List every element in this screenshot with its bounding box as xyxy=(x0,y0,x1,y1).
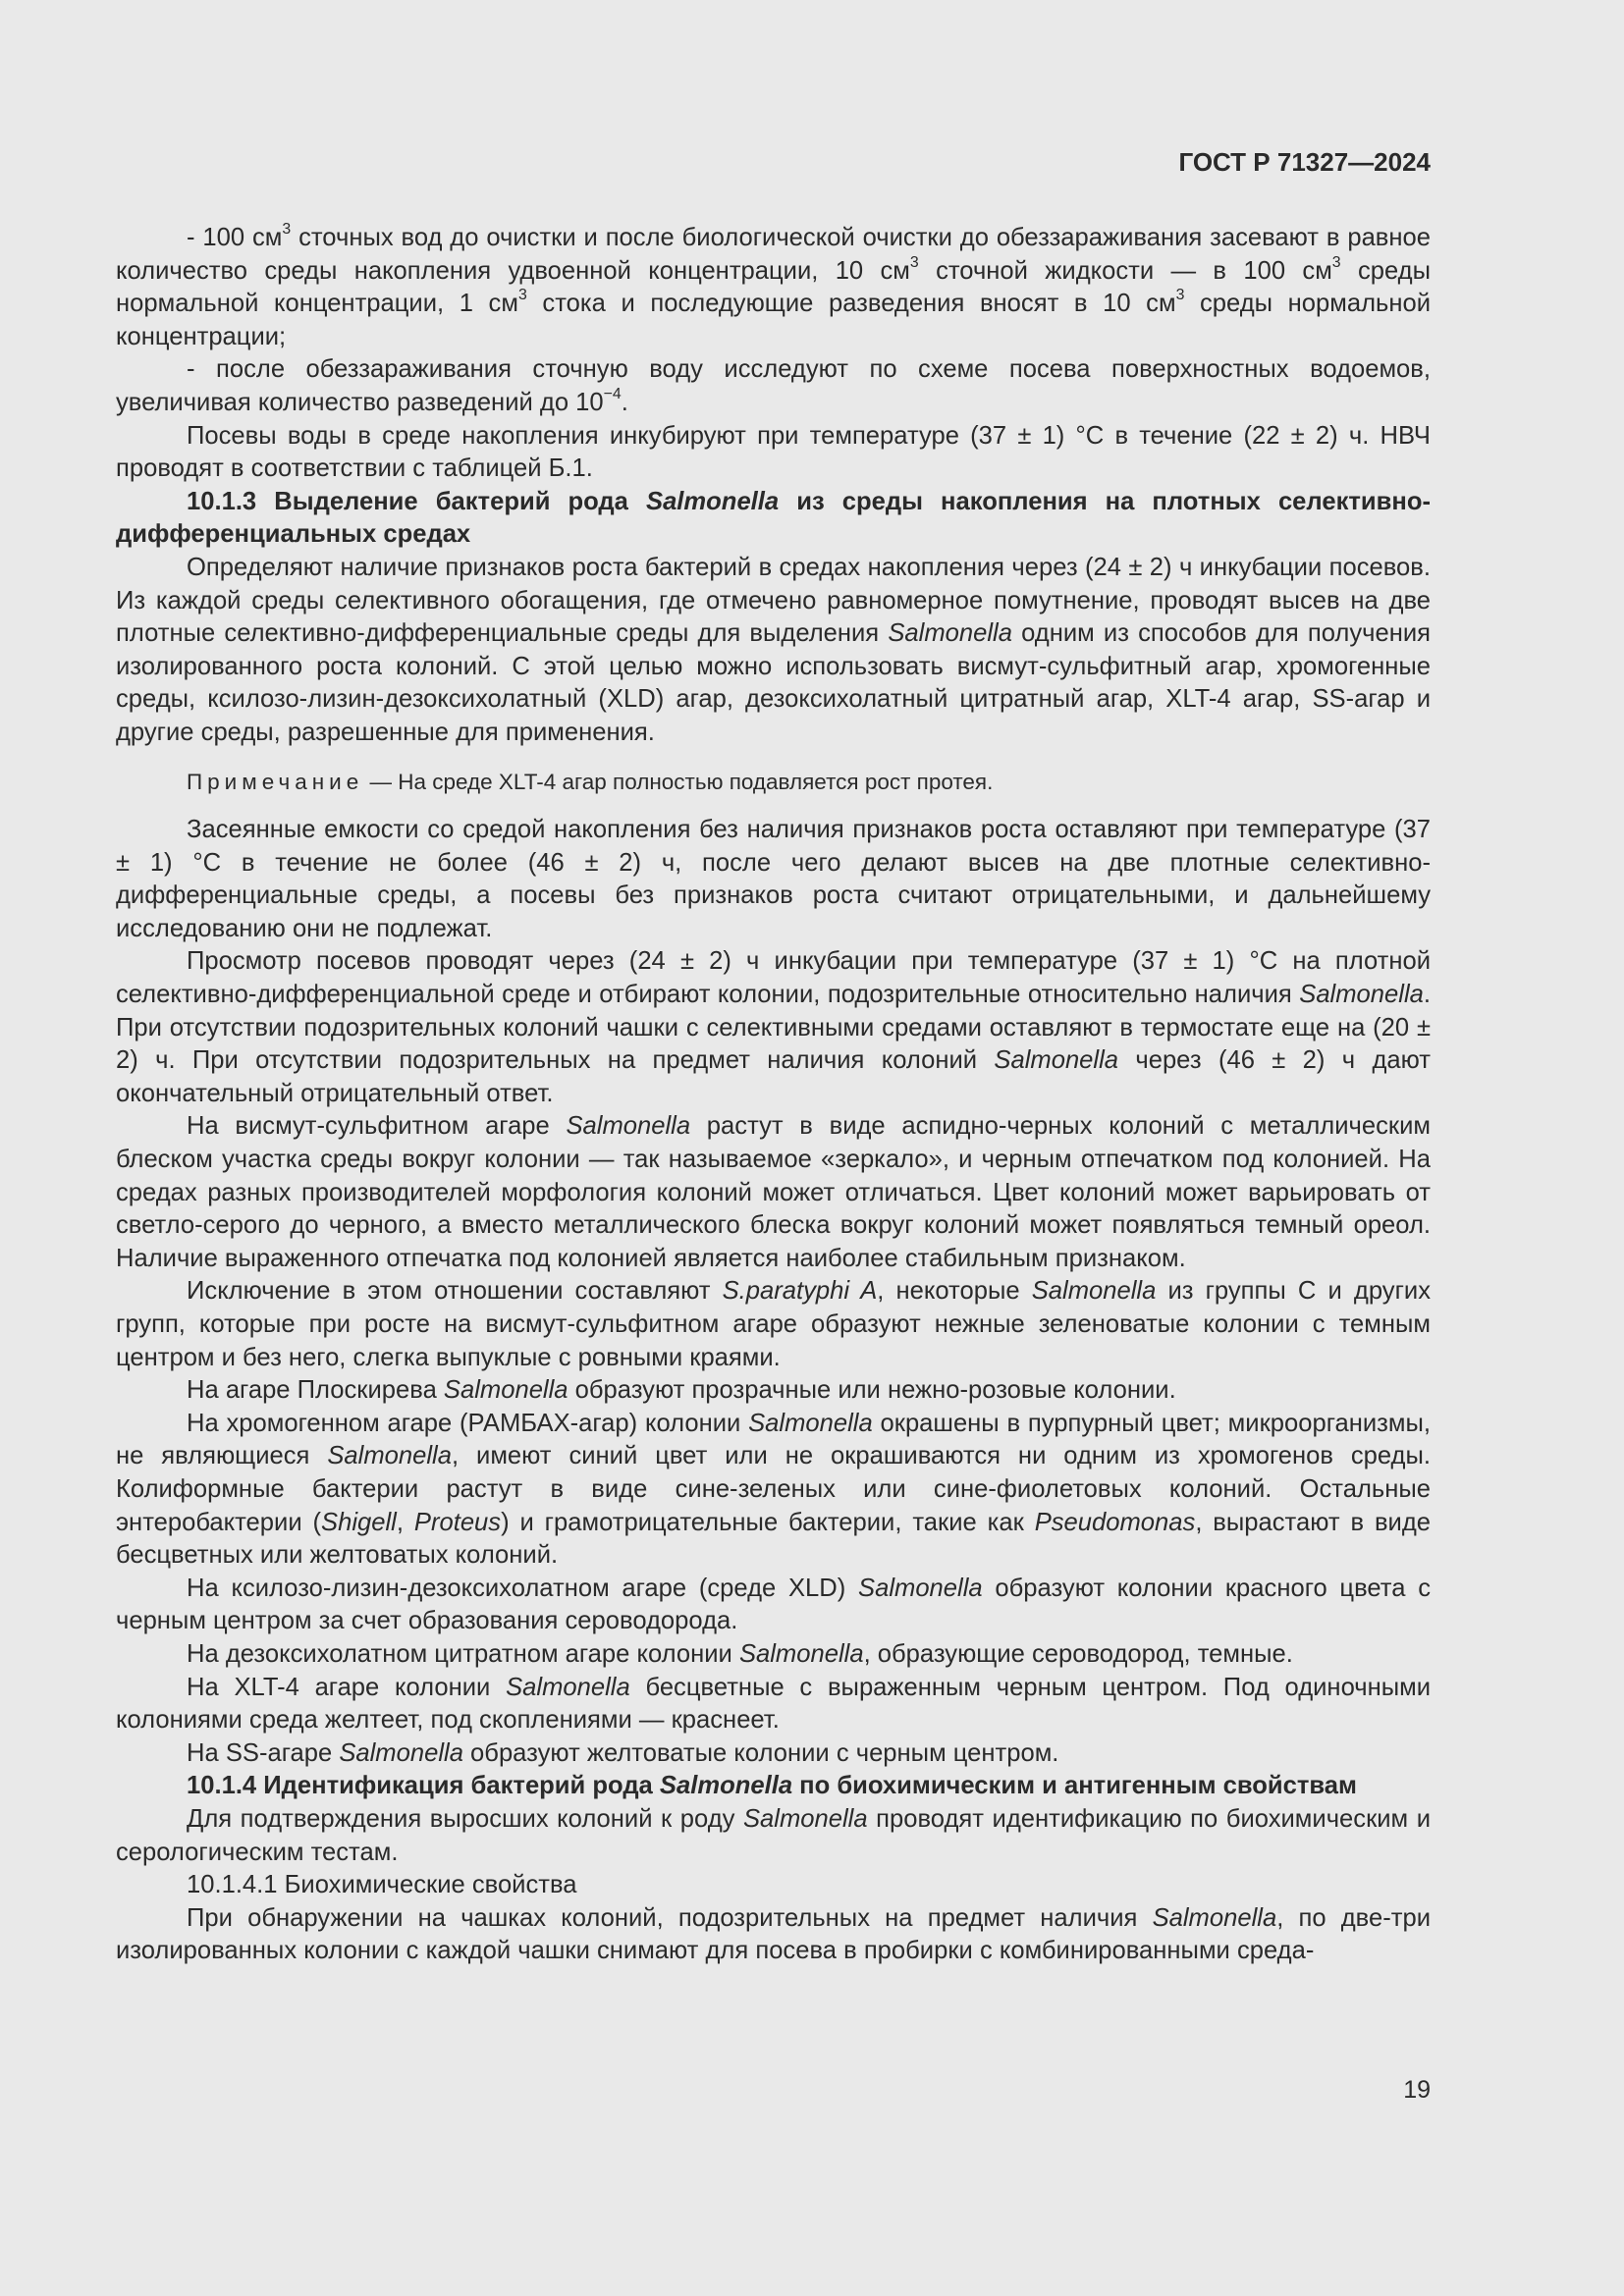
paragraph: Просмотр посевов проводят через (24 ± 2) ч инкубации при температуре (37 ± 1) °С на плотной селективно-дифференциальной среде и отбирают колонии, подозрительные относительно наличия Salmonella. При отсутствии подозрительных колоний чашки с селективными средами оставляют в термостате еще на (20 ± 2) ч. При отсутствии подозрительных на предмет наличия колоний Salmonella через (46 ± 2) ч дают окончательный отрицательный ответ. xyxy=(116,947,1431,1107)
section-heading-10-1-4: 10.1.4 Идентификация бактерий рода Salmonella по биохимическим и антигенным свойствам xyxy=(187,1772,1357,1800)
note xyxy=(116,766,1431,799)
document-header xyxy=(116,145,1431,179)
paragraph: На хромогенном агаре (РАМБАХ-агар) колонии Salmonella окрашены в пурпурный цвет; микроорганизмы, не являющиеся Salmonella, имеют синий цвет или не окрашиваются ни одним из хромогенов среды. Колиформные бактерии растут в виде сине-зеленых или сине-фиолетовых колоний. Остальные энтеробактерии (Shigell, Proteus) и грамотрицательные бактерии, такие как Pseudomonas, вырастают в виде бесцветных или желтоватых колоний. xyxy=(116,1409,1431,1570)
document-id: ГОСТ Р 71327—2024 xyxy=(1178,147,1431,177)
document-body xyxy=(116,222,1431,1968)
paragraph: На дезоксихолатном цитратном агаре колонии Salmonella, образующие сероводород, темные. xyxy=(187,1639,1293,1668)
section-heading-10-1-3: 10.1.3 Выделение бактерий рода Salmonella из среды накопления на плотных селективно-дифференциальных средах xyxy=(116,487,1431,549)
paragraph: - 100 $см^3$ сточных вод до очистки и после биологической очистки до обеззараживания засевают в равное количество среды накопления удвоенной концентрации, 10 $см^3$ сточной жидкости — в 100 $см^3$ среды нормальной концентрации, 1 $см^3$ стока и последующие разведения вносят в 10 $см^3$ среды нормальной концентрации; xyxy=(116,221,1432,350)
paragraph: На агаре Плоскирева Salmonella образуют прозрачные или нежно-розовые колонии. xyxy=(187,1376,1176,1405)
paragraph: На висмут-сульфитном агаре Salmonella растут в виде аспидно-черных колоний с металлическим блеском участка среды вокруг колонии — так называемое «зеркало», и черным отпечатком под колонией. На средах разных производителей морфология колоний может отличаться. Цвет колоний может варьировать от светло-серого до черного, а вместо металлического блеска вокруг колоний может появляться темный ореол. Наличие выраженного отпечатка под колонией является наиболее стабильным признаком. xyxy=(116,1112,1431,1272)
subsection-heading-10-1-4-1: 10.1.4.1 Биохимические свойства xyxy=(187,1871,577,1899)
paragraph: На ксилозо-лизин-дезоксихолатном агаре (среде XLD) Salmonella образуют колонии красного цвета с черным центром за счет образования сероводорода. xyxy=(116,1574,1431,1635)
paragraph: На XLT-4 агаре колонии Salmonella бесцветные с выраженным черным центром. Под одиночными колониями среда желтеет, под скоплениями — краснеет. xyxy=(116,1673,1431,1735)
paragraph: Для подтверждения выросших колоний к роду Salmonella проводят идентификацию по биохимическим и серологическим тестам. xyxy=(116,1804,1431,1866)
paragraph: Засеянные емкости со средой накопления без наличия признаков роста оставляют при температуре (37 ± 1) °С в течение не более (46 ± 2) ч, после чего делают высев на две плотные селективно-дифференциальные среды, а посевы без признаков роста считают отрицательными, и дальнейшему исследованию они не подлежат. xyxy=(116,816,1431,942)
paragraph: - после обеззараживания сточную воду исследуют по схеме посева поверхностных водоемов, увеличивая количество разведений до $10^{-4}$. xyxy=(116,355,1431,416)
paragraph: Посевы воды в среде накопления инкубируют при температуре (37 ± 1) °С в течение (22 ± 2) ч. НВЧ проводят в соответствии с таблицей Б.1. xyxy=(116,421,1431,483)
paragraph: Исключение в этом отношении составляют S.paratyphi A, некоторые Salmonella из группы С и других групп, которые при росте на висмут-сульфитном агаре образуют нежные зеленоватые колонии с темным центром и без него, слегка выпуклые с ровными краями. xyxy=(116,1277,1431,1371)
page-number: 19 xyxy=(1403,2076,1431,2104)
note-label: Примечание xyxy=(187,769,364,794)
paragraph: При обнаружении на чашках колоний, подозрительных на предмет наличия Salmonella, по две-три изолированных колонии с каждой чашки снимают для посева в пробирки с комбинированными среда- xyxy=(116,1903,1431,1965)
note-text: — На среде XLT-4 агар полностью подавляется рост протея. xyxy=(363,769,994,794)
paragraph: На SS-агаре Salmonella образуют желтоватые колонии с черным центром. xyxy=(187,1738,1059,1767)
paragraph: Определяют наличие признаков роста бактерий в средах накопления через (24 ± 2) ч инкубации посевов. Из каждой среды селективного обогащения, где отмечено равномерное помутнение, проводят высев на две плотные селективно-дифференциальные среды для выделения Salmonella одним из способов для получения изолированного роста колоний. С этой целью можно использовать висмут-сульфитный агар, хромогенные среды, ксилозо-лизин-дезоксихолатный (XLD) агар, дезоксихолатный цитратный агар, XLT-4 агар, SS-агар и другие среды, разрешенные для применения. xyxy=(116,553,1432,746)
